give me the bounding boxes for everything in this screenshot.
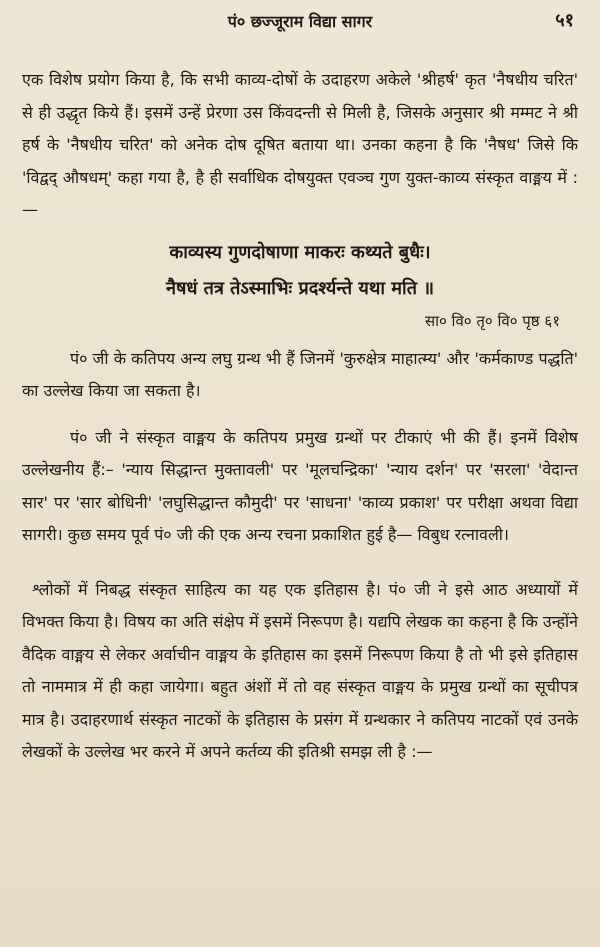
running-head: पं० छज्जूराम विद्या सागर bbox=[227, 12, 373, 31]
verse-line-2: नैषधं तत्र तेऽस्माभिः प्रदर्श्यन्ते यथा मति ॥ bbox=[165, 277, 435, 299]
paragraph-2: पं० जी के कतिपय अन्य लघु ग्रन्थ भी हैं जिनमें 'कुरुक्षेत्र माहात्म्य' और 'कर्मकाण्ड पद्धति' का उल्लेख किया जा सकता है। bbox=[22, 348, 578, 400]
verse-source: सा० वि० तृ० वि० पृष्ठ ६१ bbox=[424, 311, 560, 330]
paragraph-1: एक विशेष प्रयोग किया है, कि सभी काव्य-दोषों के उदाहरण अकेले 'श्रीहर्ष' कृत 'नैषधीय चरित' से ही उद्धृत किये हैं। इसमें उन्हें प्रेरणा उस किंवदन्ती से मिली है, जिसके अनुसार श्री मम्मट ने श्री हर्ष के 'नैषधीय चरित' को अनेक दोष दूषित बताया था। उनका कहना है कि 'नैषध' जिसे कि 'विद्वद् औषधम्' कहा गया है, है ही सर्वाधिक दोषयुक्त एवञ्च गुण युक्त-काव्य संस्कृत वाङ्मय में :— bbox=[22, 70, 578, 219]
page-header bbox=[22, 8, 578, 38]
page-number: ५१ bbox=[555, 10, 574, 31]
verse-line-1: काव्यस्य गुणदोषाणा माकरः कथ्यते बुधैः। bbox=[169, 241, 431, 263]
paragraph-3: पं० जी ने संस्कृत वाङ्मय के कतिपय प्रमुख ग्रन्थों पर टीकाएं भी की हैं। इनमें विशेष उल्लेखनीय हैं:– 'न्याय सिद्धान्त मुक्तावली' पर 'मूलचन्द्रिका' 'न्याय दर्शन' पर 'सरला' 'वेदान्त सार' पर 'सार बोधिनी' 'लघुसिद्धान्त कौमुदी' पर 'साधना' 'काव्य प्रकाश' पर परीक्षा अथवा विद्या सागरी। कुछ समय पूर्व पं० जी की एक अन्य रचना प्रकाशित हुई है— विबुध रत्नावली। bbox=[22, 427, 578, 544]
paragraph-4: श्लोकों में निबद्ध संस्कृत साहित्य का यह एक इतिहास है। पं० जी ने इसे आठ अध्यायों में विभक्त किया है। विषय का अति संक्षेप में इसमें निरूपण है। यद्यपि लेखक का कहना है कि उन्होंने वैदिक वाङ्मय से लेकर अर्वाचीन वाङ्मय के इतिहास का इसमें निरूपण किया है तो भी इसे इतिहास तो नाममात्र में ही कहा जायेगा। बहुत अंशों में तो वह संस्कृत वाङ्मय के प्रमुख ग्रन्थों का सूचीपत्र मात्र है। उदाहरणार्थ संस्कृत नाटकों के इतिहास के प्रसंग में ग्रन्थकार ने कतिपय नाटकों एवं उनके लेखकों के उल्लेख भर करने में अपने कर्तव्य की इतिश्री समझ ली है :— bbox=[22, 579, 578, 761]
